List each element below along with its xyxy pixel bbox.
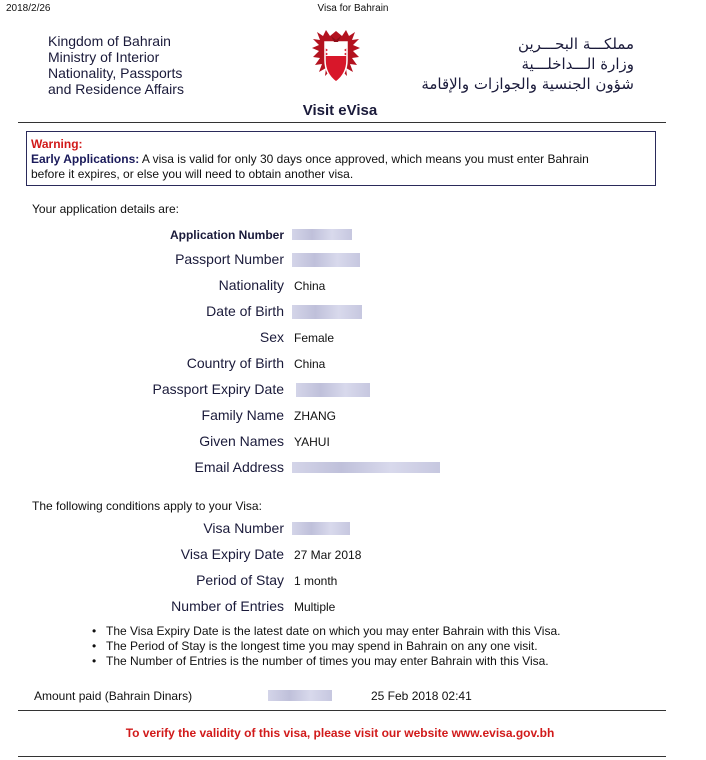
redaction-mask: [296, 383, 370, 397]
warning-line-1: A visa is valid for only 30 days once approved, which means you must enter Bahrain: [139, 152, 589, 166]
field-label: Given Names: [199, 433, 284, 449]
warning-line-2: before it expires, or else you will need to obtain another visa.: [31, 167, 354, 181]
application-intro: Your application details are:: [32, 202, 179, 216]
field-application-number: [0, 226, 706, 248]
field-label: Nationality: [218, 277, 284, 293]
title-divider: [18, 122, 666, 123]
amount-paid-row: [0, 689, 706, 705]
field-label: Visa Number: [203, 520, 284, 536]
field-date-of-birth: [0, 303, 706, 325]
footer-divider-bottom: [18, 756, 666, 757]
list-item: • The Period of Stay is the longest time you may spend in Bahrain on any one visit.: [92, 639, 560, 654]
redaction-mask: [292, 305, 362, 319]
field-label: Number of Entries: [171, 598, 284, 614]
field-sex: [0, 329, 706, 351]
field-period-of-stay: [0, 572, 706, 594]
field-label: Date of Birth: [206, 303, 284, 319]
print-header: [0, 0, 706, 14]
field-visa-number: [0, 520, 706, 542]
field-value: China: [294, 279, 326, 293]
field-label: Passport Expiry Date: [152, 381, 284, 397]
field-value: 27 Mar 2018: [294, 548, 362, 562]
field-value: China: [294, 357, 326, 371]
footer-divider: [18, 710, 666, 711]
redaction-mask: [292, 462, 440, 473]
field-value: ZHANG: [294, 409, 336, 423]
bahrain-emblem-icon: [311, 30, 361, 94]
print-title: Visa for Bahrain: [317, 3, 389, 14]
field-passport-expiry-date: [0, 381, 706, 403]
redaction-mask: [292, 229, 352, 240]
amount-label: Amount paid (Bahrain Dinars): [34, 689, 193, 703]
redaction-mask: [292, 522, 350, 535]
field-label: Visa Expiry Date: [180, 546, 284, 562]
visa-notes-list: [92, 624, 560, 669]
ministry-name-english: Kingdom of Bahrain Ministry of Interior Nationality, Passports and Residence Affairs: [48, 33, 184, 97]
field-country-of-birth: [0, 355, 706, 377]
payment-timestamp: 25 Feb 2018 02:41: [371, 689, 472, 703]
ministry-name-arabic: مملكـــة البحـــرين وزارة الـــداخلـــية شؤون الجنسية والجوازات والإقامة: [421, 35, 634, 93]
field-visa-expiry-date: [0, 546, 706, 568]
field-label: Sex: [259, 329, 284, 345]
field-nationality: [0, 277, 706, 299]
verify-notice: To verify the validity of this visa, please visit our website www.evisa.gov.bh: [125, 726, 555, 740]
print-date: 2018/2/26: [6, 3, 51, 14]
redaction-mask: [292, 253, 360, 267]
warning-box: [26, 131, 656, 186]
field-label: Period of Stay: [196, 572, 284, 588]
field-number-of-entries: [0, 598, 706, 620]
field-given-names: [0, 433, 706, 455]
redaction-mask: [268, 690, 332, 701]
field-value: 1 month: [294, 574, 338, 588]
field-value: Multiple: [294, 600, 336, 614]
field-email-address: [0, 459, 706, 481]
document-title: Visit eVisa: [302, 102, 378, 119]
warning-strong-label: Early Applications:: [31, 152, 140, 166]
conditions-intro: The following conditions apply to your Visa:: [32, 499, 262, 513]
warning-body: [31, 152, 651, 167]
field-label: Email Address: [194, 459, 284, 475]
list-item: • The Visa Expiry Date is the latest date on which you may enter Bahrain with this Visa.: [92, 624, 560, 639]
field-label: Family Name: [201, 407, 284, 423]
field-passport-number: [0, 251, 706, 273]
field-label: Application Number: [169, 228, 284, 242]
field-label: Passport Number: [175, 251, 284, 267]
field-family-name: [0, 407, 706, 429]
warning-title: Warning:: [31, 137, 83, 151]
list-item: • The Number of Entries is the number of times you may enter Bahrain with this Visa.: [92, 654, 560, 669]
field-value: Female: [294, 331, 335, 345]
field-value: YAHUI: [294, 435, 330, 449]
field-label: Country of Birth: [186, 355, 284, 371]
